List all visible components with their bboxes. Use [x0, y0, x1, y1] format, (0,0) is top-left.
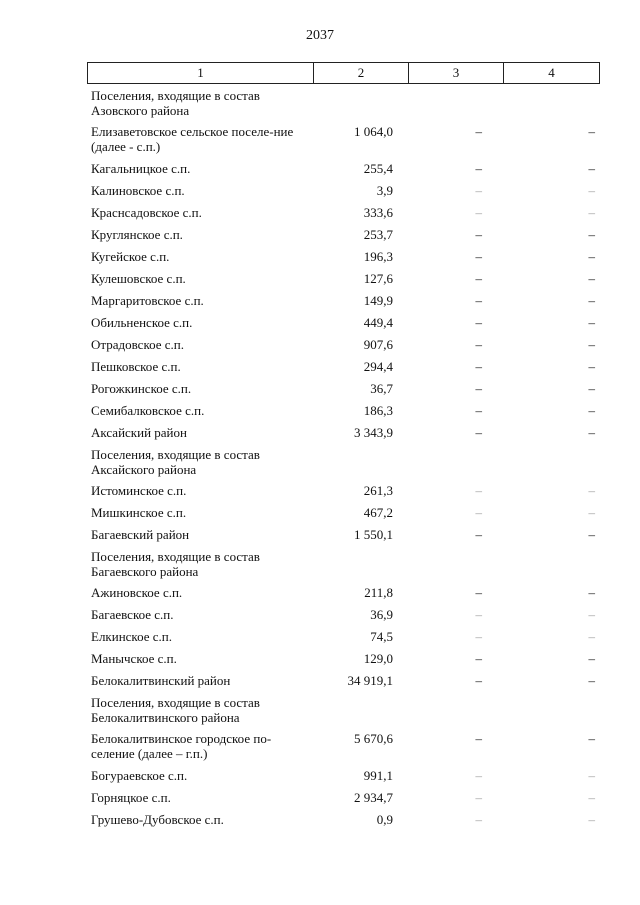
value-col-4: – — [588, 381, 595, 396]
column-header-3: 3 — [409, 63, 504, 84]
value-col-4: – — [588, 812, 595, 827]
settlement-name: Семибалковское с.п. — [91, 403, 205, 418]
table-row — [87, 401, 599, 423]
value-col-3: – — [475, 249, 482, 264]
settlement-name: Грушево-Дубовское с.п. — [91, 812, 224, 827]
value-col-3: – — [475, 768, 482, 783]
value-col-4: – — [588, 293, 595, 308]
settlement-name: Багаевский район — [91, 527, 190, 542]
value-col-4: – — [588, 359, 595, 374]
value-col-3: – — [475, 790, 482, 805]
value-col-2: 3,9 — [376, 183, 393, 198]
value-col-2: 74,5 — [370, 629, 393, 644]
value-col-4: – — [588, 629, 595, 644]
value-col-2: 34 919,1 — [347, 673, 393, 688]
value-col-3: – — [475, 505, 482, 520]
settlement-name: Багаевское с.п. — [91, 607, 174, 622]
table-row — [87, 181, 599, 203]
section-heading-row — [87, 86, 599, 122]
value-col-4: – — [588, 161, 595, 176]
value-col-3: – — [475, 812, 482, 827]
column-header-4: 4 — [504, 63, 600, 84]
section-heading-row — [87, 445, 599, 481]
settlement-name: Поселения, входящие в состав Белокалитвинского района — [91, 695, 260, 725]
table-row — [87, 729, 599, 766]
value-col-4: – — [588, 790, 595, 805]
column-header-2: 2 — [314, 63, 409, 84]
settlement-name: Истоминское с.п. — [91, 483, 187, 498]
value-col-4: – — [588, 227, 595, 242]
value-col-2: 36,7 — [370, 381, 393, 396]
settlement-name: Поселения, входящие в состав Аксайского района — [91, 447, 260, 477]
value-col-3: – — [475, 651, 482, 666]
settlement-name: Елкинское с.п. — [91, 629, 172, 644]
settlement-name: Краснсадовское с.п. — [91, 205, 202, 220]
value-col-2: 2 934,7 — [354, 790, 393, 805]
value-col-4: – — [588, 403, 595, 418]
value-col-3: – — [475, 124, 482, 139]
table-row — [87, 481, 599, 503]
value-col-3: – — [475, 271, 482, 286]
value-col-4: – — [588, 483, 595, 498]
value-col-2: 253,7 — [363, 227, 393, 242]
value-col-2: 907,6 — [363, 337, 393, 352]
settlement-name: Богураевское с.п. — [91, 768, 188, 783]
value-col-4: – — [588, 673, 595, 688]
value-col-2: 333,6 — [363, 205, 393, 220]
settlement-name: Белокалитвинское городское по-селение (далее – г.п.) — [91, 731, 272, 761]
value-col-3: – — [475, 381, 482, 396]
table-row — [87, 379, 599, 401]
table-header — [87, 62, 600, 84]
table-row — [87, 810, 599, 832]
value-col-2: 0,9 — [376, 812, 393, 827]
value-col-2: 211,8 — [364, 585, 393, 600]
settlement-name: Манычское с.п. — [91, 651, 177, 666]
value-col-4: – — [588, 527, 595, 542]
table-row — [87, 525, 599, 547]
value-col-2: 196,3 — [363, 249, 393, 264]
value-col-3: – — [475, 527, 482, 542]
table-row — [87, 335, 599, 357]
value-col-3: – — [475, 629, 482, 644]
table-row — [87, 159, 599, 181]
table-row — [87, 313, 599, 335]
value-col-2: 294,4 — [363, 359, 393, 374]
settlement-name: Елизаветовское сельское поселе-ние (далее - с.п.) — [91, 124, 294, 154]
value-col-2: 1 550,1 — [354, 527, 393, 542]
settlement-name: Поселения, входящие в состав Багаевского района — [91, 549, 260, 579]
value-col-4: – — [588, 505, 595, 520]
value-col-2: 467,2 — [363, 505, 393, 520]
value-col-4: – — [588, 607, 595, 622]
value-col-4: – — [588, 585, 595, 600]
settlement-name: Отрадовское с.п. — [91, 337, 185, 352]
settlement-name: Маргаритовское с.п. — [91, 293, 204, 308]
value-col-2: 255,4 — [363, 161, 393, 176]
value-col-3: – — [475, 205, 482, 220]
table-row — [87, 357, 599, 379]
table-row — [87, 503, 599, 525]
table-row — [87, 269, 599, 291]
value-col-2: 127,6 — [363, 271, 393, 286]
value-col-4: – — [588, 731, 595, 746]
value-col-4: – — [588, 337, 595, 352]
value-col-2: 5 670,6 — [354, 731, 393, 746]
column-header-1: 1 — [88, 63, 314, 84]
value-col-3: – — [475, 483, 482, 498]
value-col-2: 261,3 — [363, 483, 393, 498]
table-row — [87, 627, 599, 649]
value-col-4: – — [588, 249, 595, 264]
section-heading-row — [87, 693, 599, 729]
value-col-3: – — [475, 359, 482, 374]
value-col-3: – — [475, 227, 482, 242]
value-col-3: – — [475, 337, 482, 352]
settlement-name: Ажиновское с.п. — [91, 585, 183, 600]
table-row — [87, 788, 599, 810]
settlement-name: Обильненское с.п. — [91, 315, 193, 330]
settlement-name: Мишкинское с.п. — [91, 505, 187, 520]
table-row — [87, 649, 599, 671]
value-col-4: – — [588, 651, 595, 666]
table-row — [87, 225, 599, 247]
value-col-2: 149,9 — [363, 293, 393, 308]
settlement-name: Пешковское с.п. — [91, 359, 181, 374]
value-col-2: 1 064,0 — [354, 124, 393, 139]
table-row — [87, 423, 599, 445]
value-col-2: 186,3 — [363, 403, 393, 418]
value-col-3: – — [475, 425, 482, 440]
settlement-name: Аксайский район — [91, 425, 187, 440]
value-col-4: – — [588, 124, 595, 139]
value-col-3: – — [475, 673, 482, 688]
settlement-name: Кугейское с.п. — [91, 249, 170, 264]
value-col-3: – — [475, 403, 482, 418]
value-col-3: – — [475, 315, 482, 330]
value-col-2: 449,4 — [363, 315, 393, 330]
table-row — [87, 247, 599, 269]
value-col-4: – — [588, 271, 595, 286]
value-col-2: 36,9 — [370, 607, 393, 622]
table-row — [87, 605, 599, 627]
table-row — [87, 203, 599, 225]
value-col-4: – — [588, 183, 595, 198]
value-col-2: 3 343,9 — [354, 425, 393, 440]
table-row — [87, 671, 599, 693]
value-col-3: – — [475, 161, 482, 176]
value-col-2: 991,1 — [363, 768, 393, 783]
table-row — [87, 122, 599, 159]
settlement-name: Белокалитвинский район — [91, 673, 231, 688]
value-col-3: – — [475, 607, 482, 622]
settlement-name: Поселения, входящие в состав Азовского района — [91, 88, 260, 118]
settlement-name: Рогожкинское с.п. — [91, 381, 192, 396]
settlement-name: Калиновское с.п. — [91, 183, 185, 198]
table-row — [87, 291, 599, 313]
section-heading-row — [87, 547, 599, 583]
value-col-3: – — [475, 731, 482, 746]
table-row — [87, 766, 599, 788]
value-col-4: – — [588, 315, 595, 330]
value-col-3: – — [475, 183, 482, 198]
value-col-2: 129,0 — [363, 651, 393, 666]
table-row — [87, 583, 599, 605]
settlement-name: Круглянское с.п. — [91, 227, 183, 242]
value-col-4: – — [588, 768, 595, 783]
table-body — [87, 86, 599, 832]
value-col-4: – — [588, 205, 595, 220]
value-col-3: – — [475, 585, 482, 600]
value-col-3: – — [475, 293, 482, 308]
settlement-name: Кулешовское с.п. — [91, 271, 186, 286]
value-col-4: – — [588, 425, 595, 440]
settlement-name: Горняцкое с.п. — [91, 790, 171, 805]
settlement-name: Кагальницкое с.п. — [91, 161, 191, 176]
page-number: 2037 — [306, 28, 334, 43]
